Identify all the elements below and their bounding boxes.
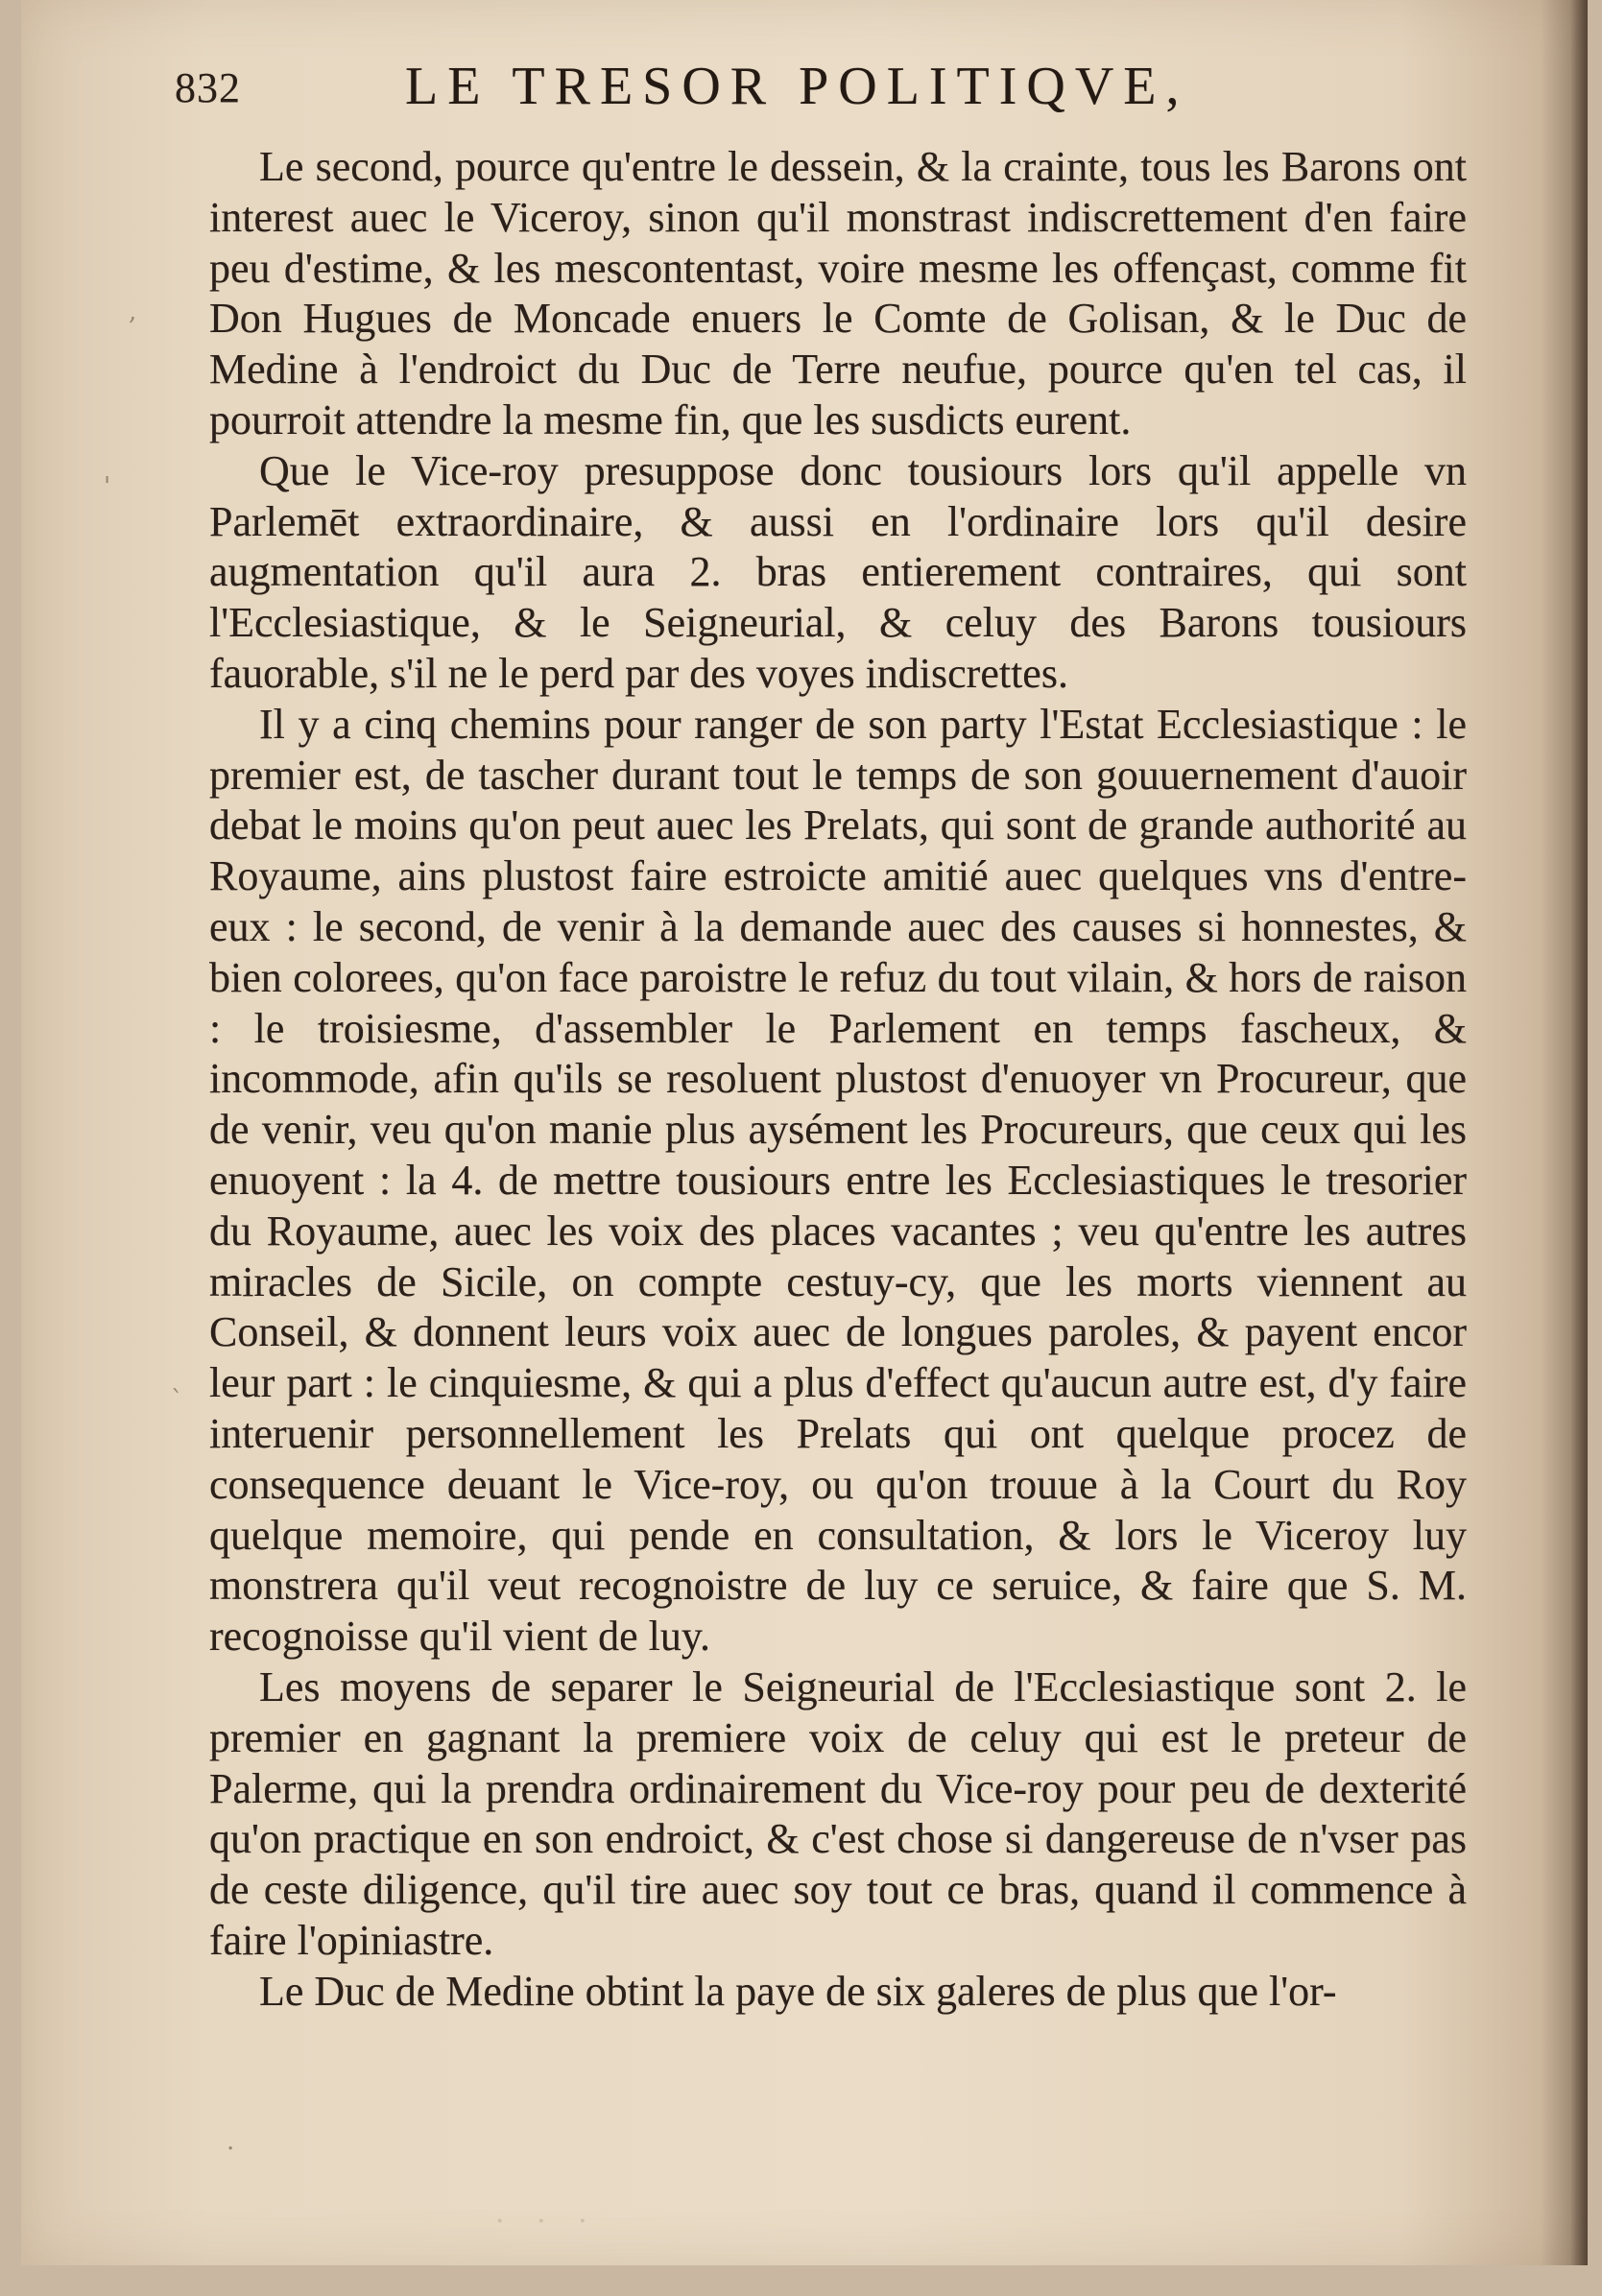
paragraph-1: Le second, pource qu'entre le dessein, & la crainte, tous les Barons ont interest auec le Viceroy, sinon qu'il monstrast indiscrettement d'en faire peu d'estime, & les mescontentast, voire mesme les offençast, comme fit Don Hugues de Moncade enuers le Comte de Golisan, & le Duc de Medine à l'endroict du Duc de Terre neufue, pource qu'en tel cas, il pourroit attendre la mesme fin, que les susdicts eurent.: [209, 143, 1467, 443]
page-header: [21, 56, 1588, 132]
book-page: [21, 0, 1588, 2265]
margin-mark: ·: [227, 2135, 235, 2164]
margin-mark: ': [104, 472, 111, 501]
paragraph-4: Les moyens de separer le Seigneurial de l'Ecclesiastique sont 2. le premier en gagnant la premiere voix de celuy qui est le preteur de Palerme, qui la prendra ordinairement du Vice-roy pour peu de dexterité qu'on practique en son endroict, & c'est chose si dangereuse de n'vser pas de ceste diligence, qu'il tire auec soy tout ce bras, quand il commence à faire l'opiniastre.: [209, 1662, 1467, 1964]
margin-mark: ,: [129, 298, 137, 326]
margin-mark: `: [171, 1386, 183, 1415]
page-number: 832: [175, 64, 241, 111]
running-title: LE TRESOR POLITIQVE,: [405, 57, 1189, 116]
paragraph-3: Il y a cinq chemins pour ranger de son party l'Estat Ecclesiastique : le premier est, de tascher durant tout le temps de son gouuernement d'auoir debat le moins qu'on peut auec les Prelats, qui sont de grande authorité au Royaume, ains plustost faire estroicte amitié auec quelques vns d'entre-eux : le second, de venir à la demande auec des causes si honnestes, & bien colorees, qu'on face paroistre le refuz du tout vilain, & hors de raison : le troisiesme, d'assembler le Parlement en temps fascheux, & incommode, afin qu'ils se resoluent plustost d'enuoyer vn Procureur, que de venir, veu qu'on manie plus aysément les Procureurs, que ceux qui les enuoyent : la 4. de mettre tousiours entre les Ecclesiastiques le tresorier du Royaume, auec les voix des places vacantes ; veu qu'entre les autres miracles de Sicile, on compte cestuy-cy, que les morts viennent au Conseil, & donnent leurs voix auec de longues paroles, & payent encor leur part : le cinquiesme, & qui a plus d'effect qu'aucun autre est, d'y faire interuenir personnellement les Prelats qui ont quelque procez de consequence deuant le Vice-roy, ou qu'on trouue à la Court du Roy quelque memoire, qui pende en consultation, & lors le Viceroy luy monstrera qu'il veut recognoistre de luy ce seruice, & faire que S. M. recognoisse qu'il vient de luy.: [209, 700, 1467, 1661]
main-text: [209, 142, 1467, 2017]
bleed-through-shadow: · · ·: [495, 2205, 599, 2238]
paragraph-5: Le Duc de Medine obtint la paye de six galeres de plus que l'or-: [259, 1967, 1337, 2015]
paragraph-2: Que le Vice-roy presuppose donc tousiours lors qu'il appelle vn Parlemēt extraordinaire, & aussi en l'ordinaire lors qu'il desire augmentation qu'il aura 2. bras entierement contraires, qui sont l'Ecclesiastique, & le Seigneurial, & celuy des Barons tousiours fauorable, s'il ne le perd par des voyes indiscrettes.: [209, 446, 1467, 697]
